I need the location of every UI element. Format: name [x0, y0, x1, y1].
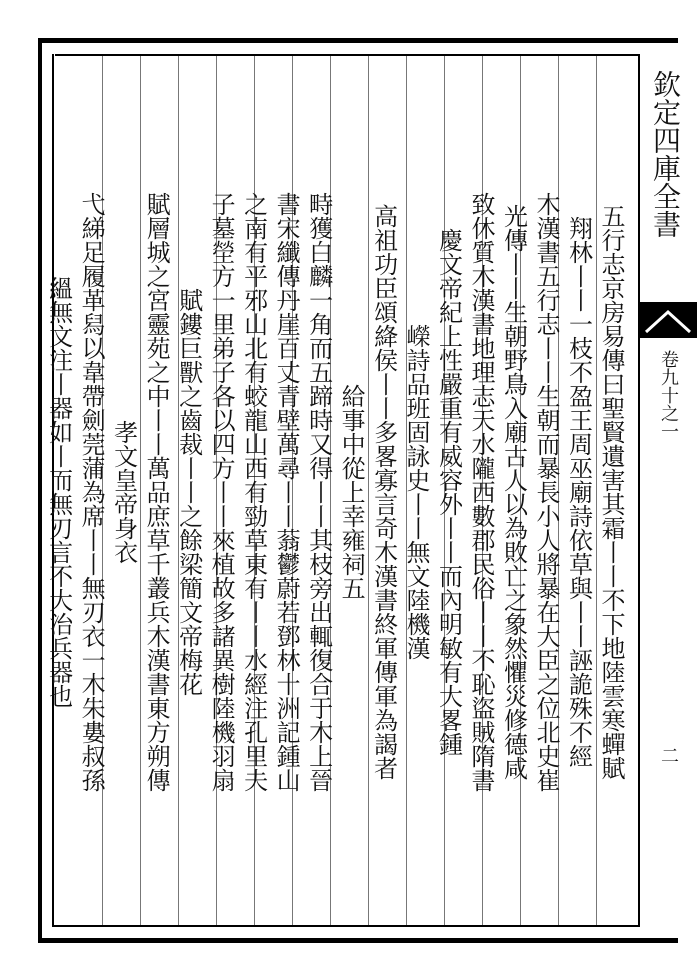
frame-top-border	[38, 38, 678, 43]
text-column: 高祖功臣頌絳侯丨丨多畧寡言奇木漢書終軍傳軍為謁者	[369, 204, 398, 780]
text-column: 弋綈足履革舄以韋帶劍莞蒲為席丨丨無刃衣一木朱婁叔孫	[77, 192, 106, 792]
text-column: 木漢書五行志丨丨生朝而暴長小人將暴在大臣之位北史崔	[532, 192, 561, 792]
book-title	[648, 70, 682, 238]
fishtail-mark	[640, 302, 697, 338]
text-column: 畤獲白麟一角而五蹄時又得丨丨其枝旁出輒復合于木上晉	[304, 192, 333, 792]
section-label-text: 卷九十之一	[658, 350, 679, 440]
text-column: 之南有平邪山北有蛟龍山西有勁草東有丨丨水經注孔里夫	[239, 192, 268, 792]
text-column: 賦鏤巨獸之齒裁丨丨之餘梁簡文帝梅花	[174, 288, 203, 696]
book-title-text: 欽定四庫全書	[649, 70, 682, 238]
frame-bottom-border	[38, 938, 678, 943]
section-label	[655, 350, 681, 440]
text-column: 賦層城之宮靈苑之中丨丨萬品庶草千叢兵木漢書東方朔傳	[142, 192, 171, 792]
text-column: 縕無文注丨器如丨而無刃言不大治兵器也	[44, 276, 73, 708]
text-column: 致休質木漢書地理志天水隴西數郡民俗丨丨不恥盜賊隋書	[467, 192, 496, 792]
text-column: 慶文帝紀上性嚴重有威容外丨丨而內明敏有大畧鍾	[434, 228, 463, 756]
text-column: 給事中從上幸雍祠五	[337, 384, 366, 600]
inner-bottom-rule	[52, 925, 640, 927]
text-column: 光傳丨丨生朝野鳥入廟古人以為敗亡之象然懼災修德咸	[499, 204, 528, 780]
text-column: 翔林丨丨一枝不盈王周巫廟詩依草與丨丨誣詭殊不經	[564, 216, 593, 768]
text-column: 子墓塋方一里弟子各以四方丨丨來植故多諸異樹陸機羽扇	[207, 192, 236, 792]
text-column: 孝文皇帝身衣	[109, 420, 138, 564]
text-column: 書宋纖傳丹崖百丈青壁萬尋丨丨蓊鬱蔚若鄧林十洲記鍾山	[272, 192, 301, 792]
page-mark: 二	[661, 746, 679, 767]
inner-top-rule	[55, 54, 640, 56]
inner-right-rule	[638, 54, 640, 926]
text-column: 五行志京房易傳曰聖賢遺害其霜丨丨不下地陸雲寒蟬賦	[597, 204, 625, 780]
text-column: 嶸詩品班固詠史丨丨無文陸機漢	[402, 324, 431, 660]
